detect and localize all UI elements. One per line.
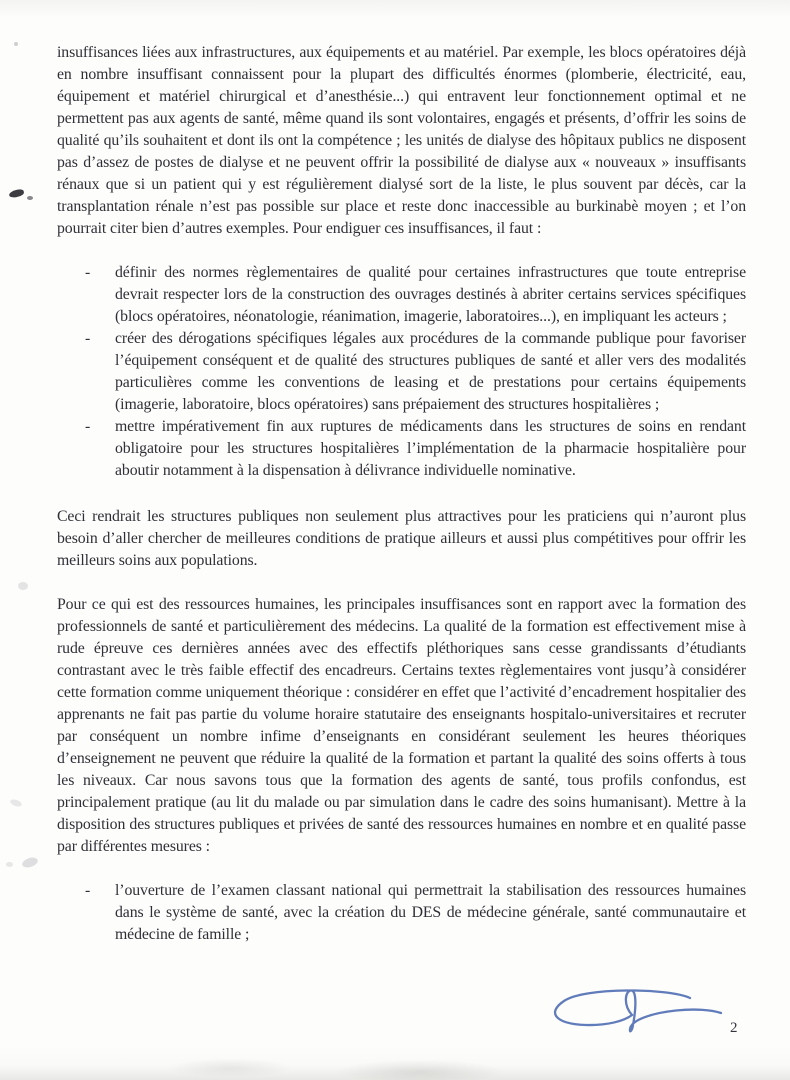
list-item — [57, 328, 746, 416]
list-item-text: créer des dérogations spécifiques légales aux procédures de la commande publique pour favoriser l’équipement conséquent et de qualité des structures publiques de santé et aller vers des modalités particulières comme les conventions de leasing et de prestations pour certains équipements (imagerie, laboratoire, blocs opératoires) sans prépaiement des structures hospitalières ; — [115, 330, 746, 413]
handwritten-signature — [540, 985, 730, 1045]
paragraph-insufficiencies-infrastructure: insuffisances liées aux infrastructures, aux équipements et au matériel. Par exemple, les blocs opératoires déjà en nombre insuffisant connaissent pour la plupart des difficultés énormes (plomberie, électricité, eau, équipement et matériel chirurgical et d’anesthésie...) qui entravent leur fonctionnement optimal et ne permettent pas aux agents de santé, même quand ils sont volontaires, engagés et présents, d’offrir les soins de qualité qu’ils souhaitent et dont ils ont la compétence ; les unités de dialyse des hôpitaux publics ne disposent pas d’assez de postes de dialyse et ne peuvent offrir la possibilité de dialyse aux « nouveaux » insuffisants rénaux que si un patient qui y est régulièrement dialysé sort de la liste, le plus souvent par décès, car la transplantation rénale n’est pas possible sur place et reste donc inaccessible au burkinabè moyen ; et l’on pourrait citer bien d’autres exemples. Pour endiguer ces insuffisances, il faut : — [57, 44, 746, 237]
list-item-text: l’ouverture de l’examen classant national qui permettrait la stabilisation des ressources humaines dans le système de santé, avec la création du DES de médecine générale, santé communautaire et médecine de famille ; — [115, 882, 746, 943]
bullet-list-infrastructure-measures — [57, 262, 746, 482]
scan-speck — [8, 189, 24, 199]
paragraph-public-structures-attractiveness: Ceci rendrait les structures publiques non seulement plus attractives pour les praticiens qui n’auront plus besoin d’aller chercher de meilleures conditions de pratique ailleurs et aussi plus compétitives pour offrir les meilleurs soins aux populations. — [57, 508, 746, 569]
dash-bullet: - — [85, 330, 91, 347]
paragraph-human-resources-training: Pour ce qui est des ressources humaines, les principales insuffisances sont en rapport avec la formation des professionnels de santé et particulièrement des médecins. La qualité de la formation est effectivement mise à rude épreuve ces dernières années avec des effectifs pléthoriques sans cesse grandissants d’étudiants contrastant avec le très faible effectif des encadreurs. Certains textes règlementaires vont jusqu’à considérer cette formation comme uniquement théorique : considérer en effet que l’activité d’encadrement hospitalier des apprenants ne fait pas partie du volume horaire statutaire des enseignants hospitalo-universitaires et recruter par conséquent un nombre infime d’enseignants en considérant seulement les heures théoriques d’enseignement ne peuvent que réduire la qualité de la formation et partant la qualité des soins offerts à tous les niveaux. Car nous savons tous que la formation des agents de santé, tous profils confondus, est principalement pratique (au lit du malade ou par simulation dans le cadre des soins humanisant). Mettre à la disposition des structures publiques et privées de santé des ressources humaines en nombre et en qualité passe par différentes mesures : — [57, 596, 746, 855]
list-item-text: mettre impérativement fin aux ruptures de médicaments dans les structures de soins en rendant obligatoire pour les structures hospitalières l’implémentation de la pharmacie hospitalière pour aboutir notamment à la dispensation à délivrance individuelle nominative. — [115, 418, 746, 479]
document-body — [57, 42, 746, 970]
list-item-text: définir des normes règlementaires de qualité pour certaines infrastructures que toute entreprise devrait respecter lors de la construction des ouvrages destinés à abriter certains services spécifiques (blocs opératoires, néonatologie, réanimation, imagerie, laboratoires...), en impliquant les acteurs ; — [115, 264, 746, 325]
list-item — [57, 416, 746, 482]
list-item — [57, 880, 746, 946]
page-number: 2 — [730, 1020, 738, 1036]
dash-bullet: - — [85, 882, 91, 899]
list-item — [57, 262, 746, 328]
scan-speck — [14, 42, 18, 46]
dash-bullet: - — [85, 264, 91, 281]
scan-smudge — [6, 862, 13, 867]
scan-speck — [27, 196, 33, 200]
dash-bullet: - — [85, 418, 91, 435]
scan-smudge — [18, 582, 28, 590]
scan-smudge — [9, 798, 22, 808]
bullet-list-hr-measures — [57, 880, 746, 946]
scan-smudge — [21, 856, 39, 870]
